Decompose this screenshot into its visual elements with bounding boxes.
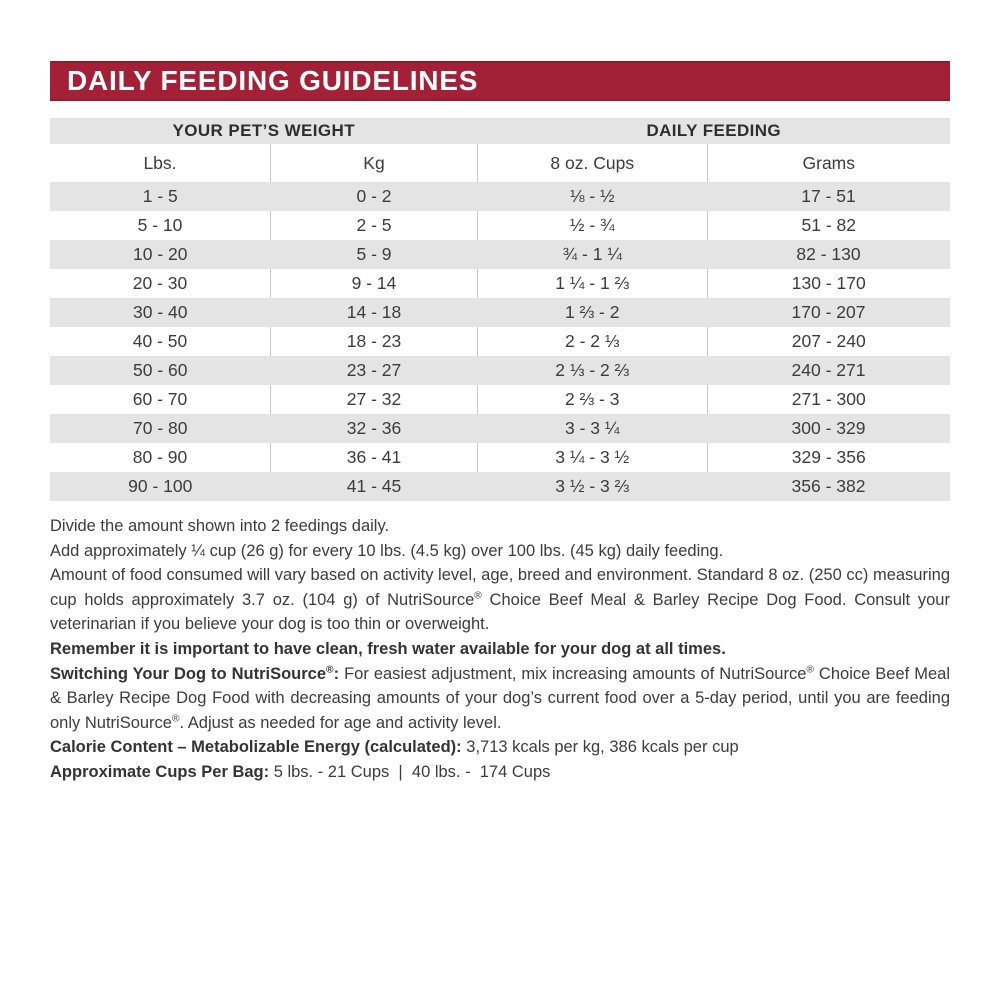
table-row-4 (50, 269, 950, 298)
cups-cell: 1 ⅔ - 2 (565, 302, 620, 322)
notes-section (50, 514, 950, 785)
lbs-cell: 90 - 100 (128, 476, 193, 496)
lbs-cell: 1 - 5 (142, 186, 178, 206)
column-header-grams: Grams (802, 152, 855, 173)
cups-per-bag-label: Approximate Cups Per Bag: (50, 762, 270, 781)
lbs-cell: 5 - 10 (50, 211, 271, 240)
table-row-10 (50, 443, 950, 472)
kg-cell: 18 - 23 (271, 327, 478, 356)
column-header-cups: 8 oz. Cups (478, 144, 708, 182)
kg-cell: 0 - 2 (356, 186, 392, 206)
grams-cell: 170 - 207 (791, 302, 866, 322)
cups-cell: 3 ¼ - 3 ½ (478, 443, 708, 472)
lbs-cell: 40 - 50 (50, 327, 271, 356)
note-fresh-water: Remember it is important to have clean, fresh water available for your dog at all times. (50, 639, 726, 658)
table-row-8 (50, 385, 950, 414)
lbs-cell: 30 - 40 (133, 302, 188, 322)
lbs-cell: 50 - 60 (133, 360, 188, 380)
calorie-label: Calorie Content – Metabolizable Energy (calculated): (50, 738, 462, 757)
kg-cell: 41 - 45 (346, 476, 402, 496)
group-header-pet-weight: YOUR PET’S WEIGHT (50, 118, 478, 144)
lbs-cell: 80 - 90 (50, 443, 271, 472)
column-header-kg: Kg (271, 144, 478, 182)
grams-cell: 82 - 130 (796, 244, 861, 264)
cups-cell: 3 ½ - 3 ⅔ (555, 476, 630, 496)
grams-cell: 356 - 382 (791, 476, 866, 496)
column-header-row (50, 144, 950, 182)
table-row-11 (50, 472, 950, 501)
grams-cell: 207 - 240 (791, 331, 866, 351)
group-header-daily-feeding: DAILY FEEDING (478, 118, 951, 144)
note-calorie-content (50, 735, 950, 760)
grams-cell: 329 - 356 (791, 447, 866, 467)
note-amount-varies: Amount of food consumed will vary based on activity level, age, breed and environment. Standard 8 oz. (250 cc) measuring cup holds approximately 3.7 oz. (104 g) of NutriSource® Choice Beef Meal & Barley Recipe Dog Food. Consult your veterinarian if you believe your dog is too thin or overweight. (50, 566, 950, 634)
feeding-table (50, 118, 950, 501)
group-header-row (50, 118, 950, 144)
switching-label: Switching Your Dog to NutriSource®: (50, 664, 340, 683)
cups-cell: ½ - ¾ (478, 211, 708, 240)
table-row-3 (50, 240, 950, 269)
note-cups-per-bag (50, 760, 950, 785)
cups-cell: 1 ¼ - 1 ⅔ (478, 269, 708, 298)
cups-cell: 2 - 2 ⅓ (478, 327, 708, 356)
cups-cell: 2 ⅓ - 2 ⅔ (555, 360, 630, 380)
kg-cell: 36 - 41 (271, 443, 478, 472)
kg-cell: 27 - 32 (271, 385, 478, 414)
column-header-lbs: Lbs. (50, 144, 271, 182)
kg-cell: 32 - 36 (346, 418, 402, 438)
lbs-cell: 20 - 30 (50, 269, 271, 298)
kg-cell: 2 - 5 (271, 211, 478, 240)
grams-cell: 240 - 271 (791, 360, 866, 380)
banner (50, 61, 950, 101)
feeding-guidelines-page (50, 0, 950, 785)
cups-cell: ⅛ - ½ (569, 186, 615, 206)
cups-cell: 2 ⅔ - 3 (478, 385, 708, 414)
cups-per-bag-text: 5 lbs. - 21 Cups | 40 lbs. - 174 Cups (269, 762, 551, 781)
grams-cell: 271 - 300 (791, 389, 866, 409)
table-row-2 (50, 211, 950, 240)
page-title: DAILY FEEDING GUIDELINES (67, 65, 479, 96)
lbs-cell: 70 - 80 (133, 418, 188, 438)
calorie-text: 3,713 kcals per kg, 386 kcals per cup (466, 738, 739, 757)
kg-cell: 9 - 14 (271, 269, 478, 298)
grams-cell: 300 - 329 (791, 418, 866, 438)
table-row-6 (50, 327, 950, 356)
kg-cell: 14 - 18 (346, 302, 402, 322)
note-switching (50, 662, 950, 736)
switching-text: For easiest adjustment, mix increasing amounts of NutriSource® Choice Beef Meal & Barley Recipe Dog Food with decreasing amounts of your dog’s current food over a 5-day period, until you are feeding only NutriSource®. Adjust as needed for age and activity level. (50, 664, 950, 732)
cups-cell: 3 - 3 ¼ (565, 418, 620, 438)
lbs-cell: 10 - 20 (133, 244, 188, 264)
grams-cell: 51 - 82 (801, 215, 856, 235)
cups-cell: ¾ - 1 ¼ (562, 244, 622, 264)
table-row-5 (50, 298, 950, 327)
table-row-9 (50, 414, 950, 443)
table-row-1 (50, 182, 950, 211)
kg-cell: 23 - 27 (346, 360, 402, 380)
table-row-7 (50, 356, 950, 385)
grams-cell: 130 - 170 (791, 273, 866, 293)
note-add-quarter-cup: Add approximately ¼ cup (26 g) for every 10 lbs. (4.5 kg) over 100 lbs. (45 kg) daily feeding. (50, 541, 724, 560)
note-divide-feedings: Divide the amount shown into 2 feedings daily. (50, 517, 390, 535)
kg-cell: 5 - 9 (356, 244, 392, 264)
feeding-table-body (50, 182, 950, 501)
grams-cell: 17 - 51 (801, 186, 856, 206)
lbs-cell: 60 - 70 (50, 385, 271, 414)
